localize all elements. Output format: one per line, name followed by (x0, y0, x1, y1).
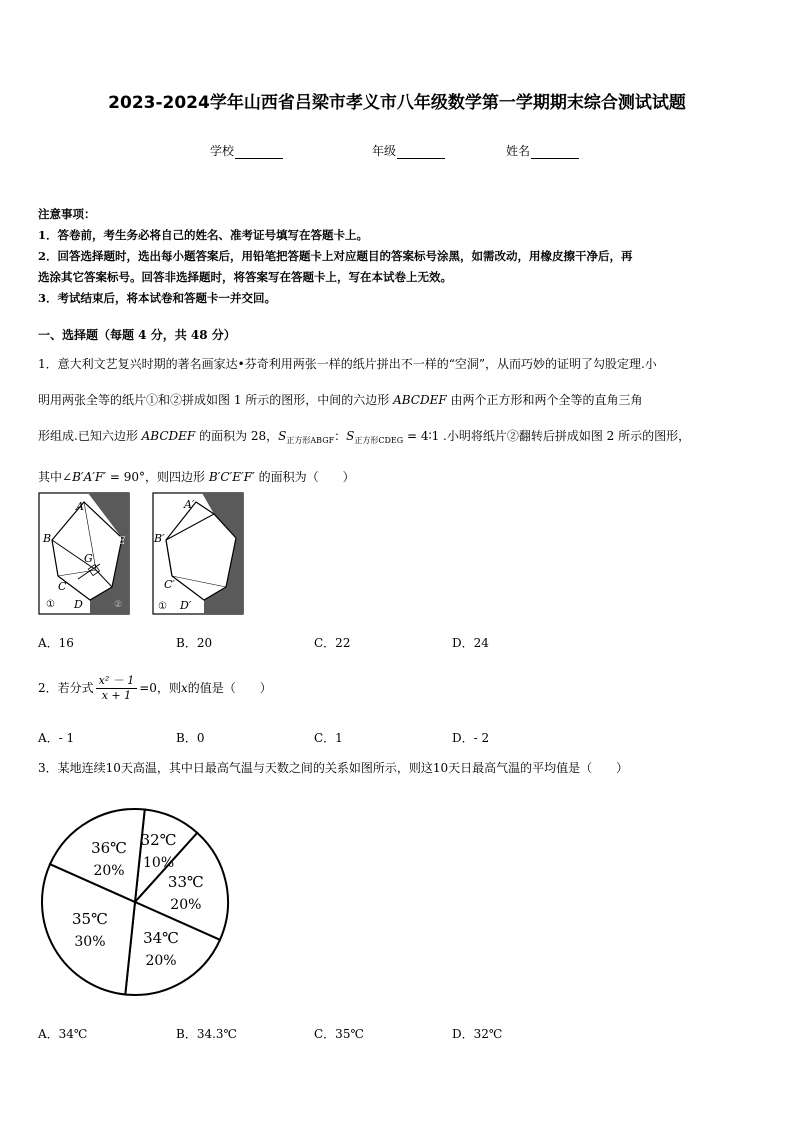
grade-label: 年级 (372, 144, 397, 158)
fig2-label: D′ (180, 599, 192, 612)
q1-subscript: 正方形ABGF (286, 436, 335, 445)
q1-text: 由两个正方形和两个全等的直角三角 (446, 393, 643, 407)
notes-item: 1．答卷前，考生务必将自己的姓名、准考证号填写在答题卡上。 (38, 228, 368, 242)
name-label: 姓名 (506, 144, 531, 158)
q2-option-d[interactable]: D．- 2 (452, 731, 490, 745)
q1-option-d[interactable]: D．24 (452, 636, 489, 650)
q1-subscript: 正方形CDEG (354, 436, 404, 445)
q3-option-d[interactable]: D．32℃ (452, 1027, 503, 1041)
fig1-label: C (58, 580, 67, 593)
q2-numerator (96, 674, 138, 689)
notes (38, 204, 758, 309)
fig1-label: G (84, 552, 93, 565)
q1-math: ABCDEF (141, 429, 196, 443)
school-label: 学校 (210, 144, 235, 158)
fig1-label: ① (46, 599, 55, 610)
q2-option-c[interactable]: C．1 (314, 731, 343, 745)
school-field (210, 142, 283, 159)
fig2-label: A′ (184, 498, 195, 511)
name-blank (531, 146, 579, 159)
figure-1 (39, 493, 129, 614)
notes-item: 选涂其它答案标号。回答非选择题时，将答案写在答题卡上，写在本试卷上无效。 (38, 270, 452, 284)
fig1-label: D (74, 598, 83, 611)
q1-option-b[interactable]: B．20 (176, 636, 213, 650)
q1-math: S (346, 429, 355, 443)
notes-item: 2．回答选择题时，选出每小题答案后，用铅笔把答题卡上对应题目的答案标号涂黑，如需改动，用橡皮擦干净后，再 (38, 249, 633, 263)
q1-text: 的面积为 28， (195, 429, 279, 443)
q1-option-c[interactable]: C．22 (314, 636, 351, 650)
q3-option-c[interactable]: C．35℃ (314, 1027, 364, 1041)
fig1-label: A (76, 500, 84, 513)
pie-slice-label: 32℃ (140, 831, 177, 850)
q1-text: = 90°，则四边形 (106, 470, 209, 484)
q2-denominator (96, 689, 138, 703)
grade-blank (397, 146, 445, 159)
q1-text: 的面积为（ ） (254, 470, 355, 484)
section-heading: 一、选择题（每题 4 分，共 48 分） (38, 328, 236, 342)
q1-option-a[interactable]: A．16 (38, 636, 74, 650)
q1-line (38, 382, 758, 418)
pie-slice-label: 33℃ (167, 873, 204, 892)
q2-var: x (180, 681, 188, 695)
q1-text: ： (334, 429, 347, 443)
pie-slice-label: 35℃ (72, 910, 108, 928)
q1-ratio: = 4∶1 (403, 429, 440, 443)
grade-field (372, 142, 445, 159)
fig2-label: C′ (164, 578, 175, 591)
notes-item: 3．考试结束后，将本试卷和答题卡一并交回。 (38, 291, 276, 305)
fig2-label: ① (158, 601, 167, 612)
q3-option-b[interactable]: B．34.3℃ (176, 1027, 237, 1041)
q2-option-a[interactable]: A．- 1 (38, 731, 75, 745)
name-field (506, 142, 579, 159)
q3-pie-chart (40, 806, 240, 1006)
q1-math: S (278, 429, 287, 443)
q2-fraction (96, 674, 138, 703)
pie-slice-percent: 20% (93, 862, 125, 879)
q1-math: B′C′E′F′ (208, 470, 255, 484)
q1-text: 明用两张全等的纸片①和②拼成如图 1 所示的图形，中间的六边形 (38, 393, 394, 407)
question-2 (38, 670, 272, 706)
pie-slice-percent: 20% (170, 897, 202, 914)
q1-math: B′A′F′ (72, 470, 107, 484)
q3-option-a[interactable]: A．34℃ (38, 1027, 88, 1041)
figure-2 (153, 493, 243, 614)
q2-prefix: 2．若分式 (38, 681, 94, 695)
q1-line: 1．意大利文艺复兴时期的著名画家达•芬奇利用两张一样的纸片拼出不一样的“空洞”，从而巧妙的证明了勾股定理.小 (38, 357, 657, 371)
question-1 (38, 346, 758, 495)
fig1-label: B (43, 532, 52, 545)
q1-math: ABCDEF (393, 393, 447, 407)
q1-figures (38, 492, 248, 616)
q2-den-text: x + 1 (101, 689, 132, 702)
pie-slice-percent: 10% (143, 855, 175, 872)
q1-text: 形组成.已知六边形 (38, 429, 142, 443)
page-title: 2023-2024学年山西省吕梁市孝义市八年级数学第一学期期末综合测试试题 (108, 93, 686, 113)
q2-option-b[interactable]: B．0 (176, 731, 205, 745)
q1-text: .小明将纸片②翻转后拼成如图 2 所示的图形， (439, 429, 691, 443)
q1-text: 其中∠ (38, 470, 73, 484)
q2-options (38, 729, 758, 745)
pie-slice-percent: 30% (74, 934, 106, 950)
fig1-label: E (118, 536, 126, 547)
q3-options (38, 1025, 758, 1041)
q1-line (38, 418, 758, 459)
pie-slice-label: 34℃ (143, 929, 179, 948)
question-3: 3．某地连续10天高温，其中日最高气温与天数之间的关系如图所示，则这10天日最高气温的平均值是（ ） (38, 761, 629, 775)
q2-suffix: =0，则 (139, 681, 181, 695)
q1-options (38, 634, 758, 650)
notes-heading: 注意事项： (38, 207, 96, 221)
school-blank (235, 146, 283, 159)
q1-line (38, 459, 758, 495)
pie-slice-label: 36℃ (91, 838, 127, 857)
q2-suffix2: 的值是（ ） (187, 681, 272, 695)
pie-slice-percent: 20% (145, 953, 177, 970)
fig2-label: B′ (154, 532, 165, 545)
fig1-label: ② (114, 600, 123, 610)
q2-num-text: x² － 1 (98, 674, 135, 687)
